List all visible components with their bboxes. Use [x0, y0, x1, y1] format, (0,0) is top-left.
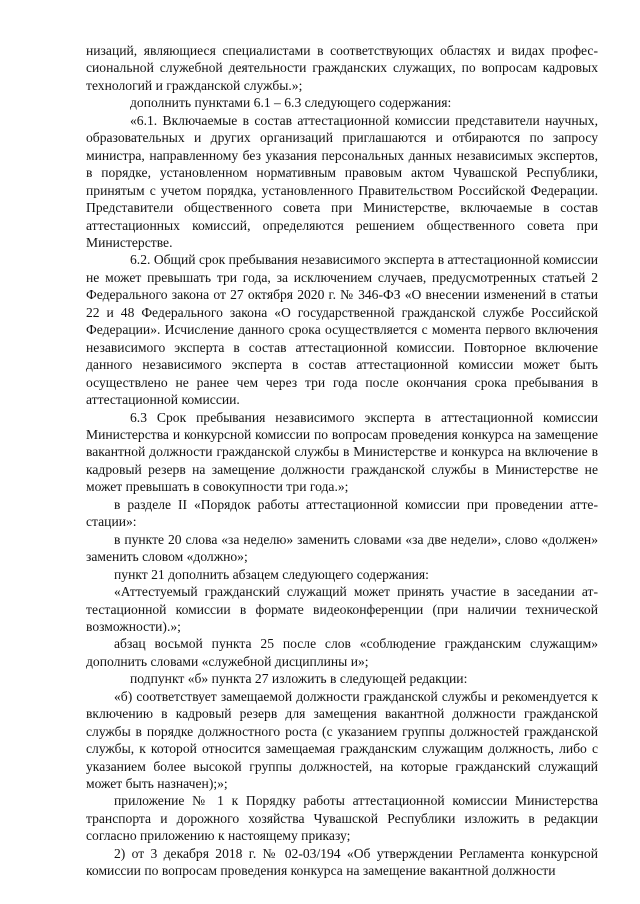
paragraph-6: в разделе II «Порядок работы аттестационной комиссии при проведении аттестации»:: [86, 496, 598, 530]
paragraph-2: дополнить пунктами 6.1 – 6.3 следующего содержания:: [130, 95, 452, 111]
paragraph-13: приложение № 1 к Порядку работы аттестационной комиссии Министерства транспорта и дорожного хозяйства Чувашской Республики изложить в редакции согласно приложению к настоящему приказу;: [86, 793, 598, 844]
paragraph-4: 6.2. Общий срок пребывания независимого эксперта в аттестационной комиссии не может превышать три года, за исключением случаев, предусмотренных статьей 2 Федерального закона от 27 октября 2020 г. № 346-ФЗ «О внесении изменений в статьи 22 и 48 Федерального закона «О государственной гражданской службе Российской Федерации». Исчисление данного срока осуществляется с момента первого включения независимого эксперта в состав аттестационной комиссии. Повторное включение данного независимого эксперта в состав аттестационной комиссии может быть осуществлено не ранее чем через три года после окончания срока пребывания в аттестационной комиссии.: [86, 252, 598, 408]
document-page: [86, 42, 598, 880]
paragraph-12: «б) соответствует замещаемой должности гражданской службы и рекомендуется к включению в кадровый резерв для замещения вакантной должности гражданской службы в порядке должностного роста (с указанием группы должностей гражданской службы, к которой относится замещаемая гражданским служащим должность, либо с указанием более высокой группы должностей, на которые гражданский служащий может быть назначен);»;: [86, 688, 598, 792]
paragraph-7: в пункте 20 слова «за неделю» заменить словами «за две недели», слово «должен» заменить словом «должно»;: [86, 531, 598, 565]
paragraph-14: 2) от 3 декабря 2018 г. № 02-03/194 «Об утверждении Регламента конкурсной комиссии по вопросам проведения конкурса на замещение вакантной должности: [86, 845, 598, 879]
paragraph-9: «Аттестуемый гражданский служащий может принять участие в заседании аттестационной комиссии в формате видеоконференции (при наличии технической возможности).»;: [86, 584, 598, 634]
paragraph-5: 6.3 Срок пребывания независимого эксперта в аттестационной комиссии Министерства и конкурсной комиссии по вопросам проведения конкурса на замещение вакантной должности гражданской службы в Министерстве и конкурса на включение в кадровый резерв на замещение должности гражданской службы в Министерстве не может превышать в совокупности три года.»;: [86, 409, 598, 495]
paragraph-11: подпункт «б» пункта 27 изложить в следующей редакции:: [130, 671, 468, 687]
paragraph-1: низаций, являющиеся специалистами в соответствующих областях и видах профессиональной служебной деятельности гражданских служащих, по вопросам кадровых технологий и гражданской службы.»;: [86, 43, 598, 93]
paragraph-3: «6.1. Включаемые в состав аттестационной комиссии представители научных, образовательных и других организаций приглашаются и отбираются по запросу министра, направленному без указания персональных данных независимых экспертов, в порядке, установленном нормативным правовым актом Чувашской Республики, принятым с учетом порядка, установленного Правительством Российской Федерации. Представители общественного совета при Министерстве, включаемые в состав аттестационных комиссий, определяются решением общественного совета при Министерстве.: [86, 112, 598, 250]
paragraph-10: абзац восьмой пункта 25 после слов «соблюдение гражданским служащим» дополнить словами «служебной дисциплины и»;: [86, 636, 598, 669]
paragraph-8: пункт 21 дополнить абзацем следующего содержания:: [114, 566, 429, 582]
